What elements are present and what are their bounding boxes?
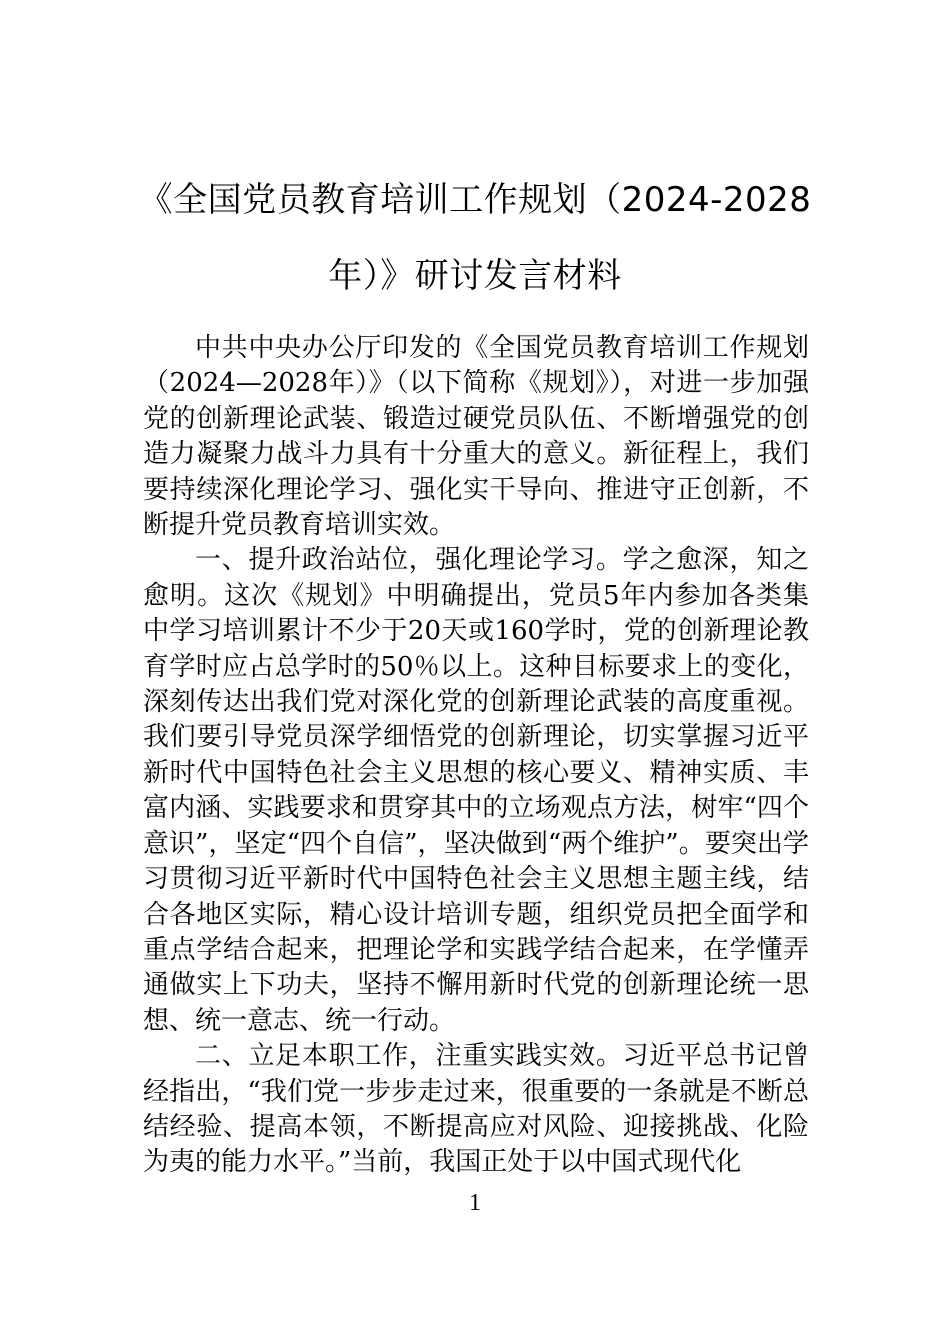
document-title: 《全国党员教育培训工作规划（2024-2028年）》研讨发言材料: [138, 180, 812, 296]
page-number: 1: [469, 1190, 481, 1216]
paragraph-text: 习近平总书记曾经指出，“我们党一步步走过来，很重要的一条就是不断总结经验、提高本领，不断提高应对风险、迎接挑战、化险为夷的能力水平。”当前，我国正处于以中国式现代化: [143, 1041, 809, 1178]
paragraph-text: 学之愈深，知之愈明。这次《规划》中明确提出，党员5年内参加各类集中学习培训累计不少于20天或160学时，党的创新理论教育学时应占总学时的50％以上。这种目标要求上的变化，深刻传达出我们党对深化党的创新理论武装的高度重视。我们要引导党员深学细悟党的创新理论，切实掌握习近平新时代中国特色社会主义思想的核心要义、精神实质、丰富内涵、实践要求和贯穿其中的立场观点方法，树牢“四个意识”，坚定“四个自信”，坚决做到“两个维护”。要突出学习贯彻习近平新时代中国特色社会主义思想主题主线，结合各地区实际，精心设计培训专题，组织党员把全面学和重点学结合起来，把理论学和实践学结合起来，在学懂弄通做实上下功夫，坚持不懈用新时代党的创新理论统一思想、统一意志、统一行动。: [143, 545, 809, 1036]
paragraph-text: 中共中央办公厅印发的《全国党员教育培训工作规划（2024—2028年）》（以下简称《规划》），对进一步加强党的创新理论武装、锻造过硬党员队伍、不断增强党的创造力凝聚力战斗力具有十分重大的意义。新征程上，我们要持续深化理论学习、强化实干导向、推进守正创新，不断提升党员教育培训实效。: [143, 333, 809, 541]
document-body: [143, 331, 809, 1181]
section-heading: 二、立足本职工作，注重实践实效。: [195, 1041, 623, 1072]
paragraph-intro: [143, 331, 809, 543]
paragraph-section-one: [143, 543, 809, 1039]
section-heading: 一、提升政治站位，强化理论学习。: [195, 545, 623, 576]
paragraph-section-two: [143, 1039, 809, 1181]
